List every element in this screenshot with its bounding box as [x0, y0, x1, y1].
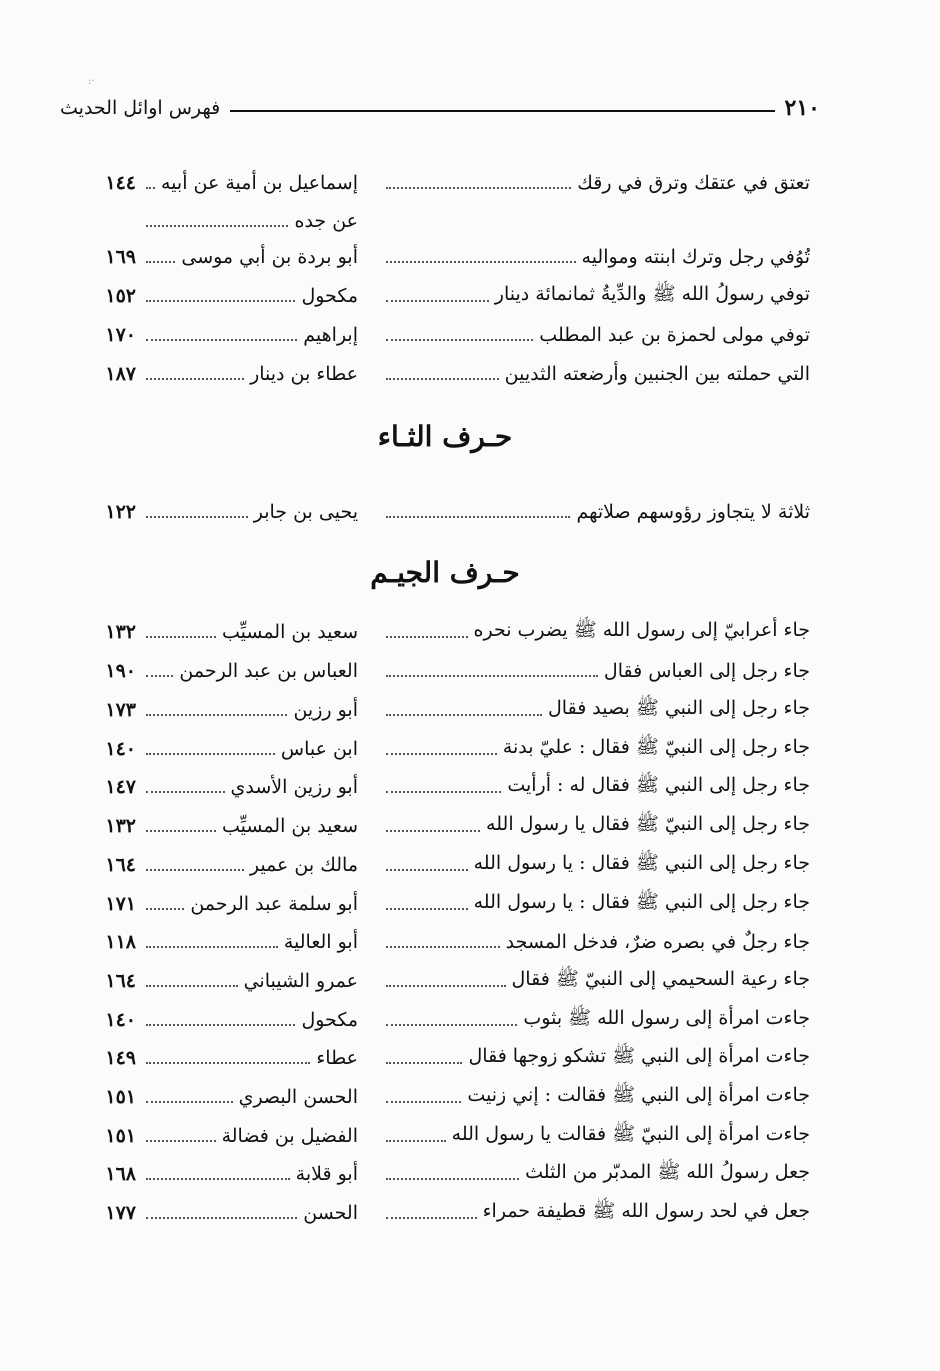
dot-leader — [146, 300, 295, 302]
hadith-cell — [380, 279, 810, 313]
page-reference: ١٦٩ — [105, 246, 136, 268]
narrator-name: سعيد بن المسيِّب — [221, 621, 358, 643]
dot-leader — [146, 985, 238, 987]
hadith-cell — [380, 848, 810, 882]
narrator-name: يحيى بن جابر — [253, 501, 358, 523]
index-entry — [88, 495, 810, 529]
dot-leader — [146, 869, 244, 871]
hadith-opening: جاء رعية السحيمي إلى النبيّ ﷺ فقال — [511, 968, 810, 990]
header-rule — [230, 110, 774, 112]
narrator-name: الحسن البصري — [238, 1086, 358, 1108]
hadith-cell — [380, 654, 810, 688]
hadith-cell — [380, 809, 810, 843]
narrator-cell — [140, 1041, 358, 1075]
narrator-cell — [140, 318, 358, 352]
narrator-cell — [140, 357, 358, 391]
narrator-cell — [140, 770, 358, 804]
hadith-cell — [380, 1080, 810, 1114]
dot-leader — [146, 1178, 290, 1180]
dot-leader — [146, 946, 278, 948]
dot-leader — [146, 261, 175, 263]
dot-leader — [146, 378, 244, 380]
page-reference: ١٥١ — [105, 1086, 136, 1108]
dot-leader — [146, 1101, 233, 1103]
page-reference: ١٧٧ — [105, 1202, 136, 1224]
page-reference: ١٤٧ — [105, 776, 136, 798]
dot-leader — [386, 675, 598, 677]
index-entry — [88, 1080, 810, 1114]
dot-leader — [146, 675, 173, 677]
index-entry — [88, 925, 810, 959]
narrator-name: أبو رزين — [293, 699, 358, 721]
hadith-opening: تُوُفي رجل وترك ابنته ومواليه — [581, 246, 810, 268]
page-reference: ١٧٠ — [105, 324, 136, 346]
narrator-cell — [140, 279, 358, 313]
index-entry — [88, 204, 810, 238]
page-reference: ١٤٠ — [105, 738, 136, 760]
narrator-cell — [140, 654, 358, 688]
dot-leader — [386, 187, 571, 189]
narrator-cell — [140, 809, 358, 843]
dot-leader — [146, 516, 248, 518]
index-entry — [88, 809, 810, 843]
narrator-name: عطاء — [316, 1047, 358, 1069]
narrator-name: سعيد بن المسيِّب — [221, 815, 358, 837]
dot-leader — [146, 714, 287, 716]
narrator-name: إبراهيم — [303, 324, 358, 346]
section-heading: حـرف الثـاء — [377, 420, 513, 453]
hadith-cell — [380, 495, 810, 529]
page-reference: ١٢٢ — [105, 501, 136, 523]
dot-leader — [386, 791, 501, 793]
narrator-cell — [140, 240, 358, 274]
dot-leader — [386, 1062, 462, 1064]
index-entry — [88, 357, 810, 391]
narrator-name: أبو العالية — [283, 931, 358, 953]
dot-leader — [146, 1140, 216, 1142]
page-reference — [88, 204, 136, 238]
dot-leader — [146, 225, 288, 227]
narrator-cell — [140, 1196, 358, 1230]
index-entry — [88, 887, 810, 921]
dot-leader — [386, 985, 506, 987]
narrator-cell — [140, 615, 358, 649]
page-reference: ١٤٩ — [105, 1047, 136, 1069]
dot-leader — [386, 1178, 519, 1180]
dot-leader — [146, 187, 155, 189]
hadith-opening: جاءت امرأة إلى النبيّ ﷺ فقالت يا رسول الله — [451, 1123, 810, 1145]
hadith-opening: توفي مولى لحمزة بن عبد المطلب — [539, 324, 810, 346]
dot-leader — [386, 946, 500, 948]
narrator-name: أبو رزين الأسدي — [230, 776, 358, 798]
dot-leader — [386, 636, 468, 638]
narrator-cell — [140, 693, 358, 727]
page-reference: ١٤٠ — [105, 1009, 136, 1031]
narrator-name: الفضيل بن فضالة — [221, 1125, 358, 1147]
hadith-cell — [380, 240, 810, 274]
dot-leader — [386, 830, 480, 832]
page-reference: ١٨٧ — [105, 363, 136, 385]
margin-mark: ·: — [88, 76, 95, 87]
narrator-cell — [140, 204, 358, 238]
hadith-opening: جاء أعرابيّ إلى رسول الله ﷺ يضرب نحره — [473, 619, 810, 641]
narrator-cell — [140, 495, 358, 529]
dot-leader — [386, 1024, 517, 1026]
dot-leader — [146, 1024, 295, 1026]
index-entry — [88, 1041, 810, 1075]
hadith-opening: ثلاثة لا يتجاوز رؤوسهم صلاتهم — [576, 501, 810, 523]
index-entry — [88, 848, 810, 882]
index-entry — [88, 279, 810, 313]
dot-leader — [146, 830, 216, 832]
hadith-opening: جاءت امرأة إلى النبي ﷺ فقالت : إني زنيت — [467, 1084, 810, 1106]
index-entry — [88, 615, 810, 649]
hadith-cell — [380, 204, 810, 238]
dot-leader — [146, 908, 184, 910]
page-reference: ١٦٤ — [105, 970, 136, 992]
hadith-opening: جعل في لحد رسول الله ﷺ قطيفة حمراء — [482, 1200, 810, 1222]
hadith-opening: التي حملته بين الجنبين وأرضعته الثديين — [504, 363, 810, 385]
page-reference: ١٣٢ — [105, 621, 136, 643]
running-title: فهرس اوائل الحديث — [60, 97, 221, 119]
index-entry — [88, 732, 810, 766]
hadith-cell — [380, 1041, 810, 1075]
narrator-name: عمرو الشيباني — [243, 970, 358, 992]
dot-leader — [146, 791, 225, 793]
hadith-opening: جاءت امرأة إلى النبي ﷺ تشكو زوجها فقال — [468, 1045, 810, 1067]
narrator-cell — [140, 964, 358, 998]
hadith-opening: جاء رجل إلى النبي ﷺ بصيد فقال — [547, 697, 810, 719]
narrator-cell — [140, 848, 358, 882]
dot-leader — [146, 753, 275, 755]
page-reference: ١٦٨ — [105, 1163, 136, 1185]
narrator-cell — [140, 1080, 358, 1114]
index-entry — [88, 1157, 810, 1191]
hadith-cell — [380, 318, 810, 352]
hadith-opening: جاءت امرأة إلى رسول الله ﷺ بثوب — [523, 1007, 810, 1029]
hadith-cell — [380, 964, 810, 998]
index-entry — [88, 1003, 810, 1037]
dot-leader — [386, 908, 468, 910]
narrator-name: عن جده — [294, 210, 358, 232]
narrator-name: مكحول — [301, 1009, 358, 1031]
narrator-cell — [140, 1003, 358, 1037]
narrator-name: عطاء بن دينار — [250, 363, 358, 385]
hadith-cell — [380, 1157, 810, 1191]
hadith-opening: جعل رسولُ الله ﷺ المدبّر من الثلث — [525, 1161, 810, 1183]
index-entry — [88, 1119, 810, 1153]
narrator-cell — [140, 925, 358, 959]
dot-leader — [386, 339, 533, 341]
page-reference: ١١٨ — [105, 931, 136, 953]
dot-leader — [146, 636, 216, 638]
page-reference: ١٣٢ — [105, 815, 136, 837]
dot-leader — [386, 300, 489, 302]
dot-leader — [146, 339, 297, 341]
running-header — [60, 88, 820, 128]
narrator-name: إسماعيل بن أمية عن أبيه — [160, 172, 358, 194]
narrator-cell — [140, 887, 358, 921]
index-entry — [88, 654, 810, 688]
hadith-cell — [380, 357, 810, 391]
page-reference: ١٧٣ — [105, 699, 136, 721]
index-entry — [88, 1196, 810, 1230]
hadith-opening: جاء رجلٌ في بصره ضرٌ، فدخل المسجد — [505, 931, 810, 953]
page-reference: ١٤٤ — [105, 172, 136, 194]
narrator-cell — [140, 732, 358, 766]
hadith-cell — [380, 925, 810, 959]
hadith-opening: جاء رجل إلى النبي ﷺ فقال له : أرأيت — [507, 774, 810, 796]
page-reference: ١٥١ — [105, 1125, 136, 1147]
dot-leader — [386, 1101, 461, 1103]
narrator-name: أبو سلمة عبد الرحمن — [190, 893, 358, 915]
page-number: ٢١٠ — [784, 95, 820, 121]
hadith-cell — [380, 1119, 810, 1153]
narrator-name: ابن عباس — [280, 738, 358, 760]
index-entry — [88, 166, 810, 200]
hadith-cell — [380, 1003, 810, 1037]
dot-leader — [386, 714, 542, 716]
hadith-cell — [380, 615, 810, 649]
narrator-cell — [140, 1119, 358, 1153]
hadith-opening: جاء رجل إلى النبي ﷺ فقال : يا رسول الله — [473, 891, 810, 913]
index-entry — [88, 964, 810, 998]
hadith-opening: تعتق في عتقك وترق في رقك — [577, 172, 810, 194]
narrator-name: الحسن — [303, 1202, 358, 1224]
dot-leader — [386, 516, 570, 518]
narrator-name: مكحول — [301, 285, 358, 307]
page-reference: ١٩٠ — [105, 660, 136, 682]
hadith-cell — [380, 1196, 810, 1230]
hadith-cell — [380, 693, 810, 727]
narrator-cell — [140, 1157, 358, 1191]
dot-leader — [386, 1217, 477, 1219]
narrator-cell — [140, 166, 358, 200]
narrator-name: مالك بن عمير — [249, 854, 358, 876]
hadith-opening: جاء رجل إلى النبي ﷺ فقال : يا رسول الله — [473, 852, 810, 874]
dot-leader — [146, 1217, 297, 1219]
hadith-opening: جاء رجل إلى النبيّ ﷺ فقال يا رسول الله — [486, 813, 810, 835]
dot-leader — [386, 378, 499, 380]
index-entry — [88, 693, 810, 727]
dot-leader — [386, 1140, 446, 1142]
index-entry — [88, 770, 810, 804]
hadith-opening: جاء رجل إلى العباس فقال — [603, 660, 810, 682]
page-reference: ١٦٤ — [105, 854, 136, 876]
page-reference: ١٧١ — [105, 893, 136, 915]
hadith-cell — [380, 770, 810, 804]
dot-leader — [146, 1062, 310, 1064]
index-entry — [88, 240, 810, 274]
hadith-cell — [380, 166, 810, 200]
hadith-cell — [380, 732, 810, 766]
narrator-name: أبو بردة بن أبي موسى — [181, 246, 358, 268]
dot-leader — [386, 261, 576, 263]
hadith-opening: جاء رجل إلى النبيّ ﷺ فقال : عليّ بدنة — [502, 736, 810, 758]
narrator-name: أبو قلابة — [295, 1163, 358, 1185]
narrator-name: العباس بن عبد الرحمن — [179, 660, 358, 682]
index-entry — [88, 318, 810, 352]
hadith-cell — [380, 887, 810, 921]
dot-leader — [386, 869, 468, 871]
page-reference: ١٥٢ — [105, 285, 136, 307]
hadith-opening: توفي رسولُ الله ﷺ والدِّيةُ ثمانمائة دينار — [494, 283, 810, 305]
dot-leader — [386, 753, 497, 755]
section-heading: حـرف الجيـم — [370, 556, 520, 589]
